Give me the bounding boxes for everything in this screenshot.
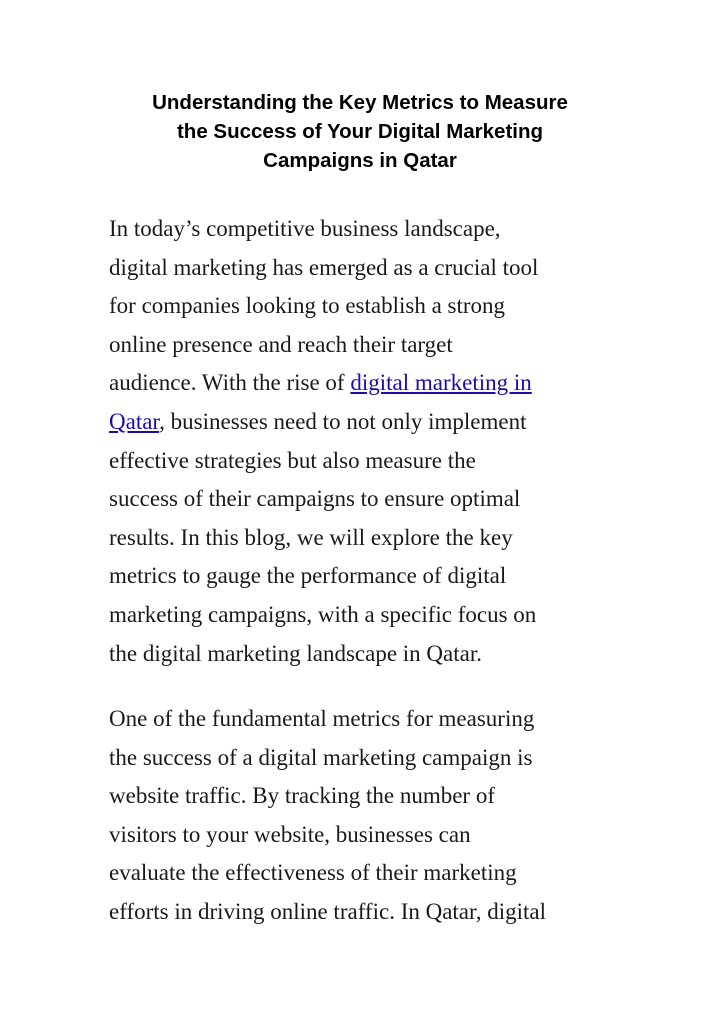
paragraph-line: the success of a digital marketing campaign is	[109, 744, 533, 770]
paragraph-line: metrics to gauge the performance of digital	[109, 563, 507, 589]
paragraph-line: for companies looking to establish a strong	[109, 293, 506, 319]
paragraph-line: online presence and reach their target	[109, 331, 453, 357]
paragraph-line	[109, 403, 629, 442]
paragraph-line: efforts in driving online traffic. In Qatar, digital	[109, 898, 547, 924]
title-line: the Success of Your Digital Marketing	[176, 120, 544, 143]
paragraph-line: marketing campaigns, with a specific focus on	[109, 601, 537, 627]
paragraph-line: digital marketing has emerged as a crucial tool	[109, 254, 539, 280]
paragraph-line: One of the fundamental metrics for measuring	[109, 706, 535, 731]
paragraph-line: the digital marketing landscape in Qatar.	[109, 640, 482, 666]
page-title	[80, 88, 640, 175]
paragraph-line: In today’s competitive business landscape,	[109, 216, 501, 241]
paragraph-line: website traffic. By tracking the number of	[109, 783, 495, 809]
paragraph-line: visitors to your website, businesses can	[109, 821, 471, 847]
paragraph-line: success of their campaigns to ensure optimal	[109, 486, 521, 512]
intro-paragraph	[109, 210, 629, 673]
paragraph-line: evaluate the effectiveness of their marketing	[109, 860, 517, 886]
digital-marketing-qatar-link[interactable]: digital marketing in	[350, 370, 532, 396]
paragraph-line: effective strategies but also measure the	[109, 447, 476, 473]
digital-marketing-qatar-link-continued[interactable]: Qatar	[109, 408, 160, 434]
title-line: Campaigns in Qatar	[263, 149, 457, 172]
paragraph-text: , businesses need to not only implement	[159, 408, 527, 434]
website-traffic-paragraph	[109, 700, 629, 932]
paragraph-line: results. In this blog, we will explore the key	[109, 524, 513, 550]
title-line: Understanding the Key Metrics to Measure	[152, 91, 568, 114]
paragraph-line	[109, 364, 629, 403]
paragraph-text: audience. With the rise of	[109, 370, 351, 396]
